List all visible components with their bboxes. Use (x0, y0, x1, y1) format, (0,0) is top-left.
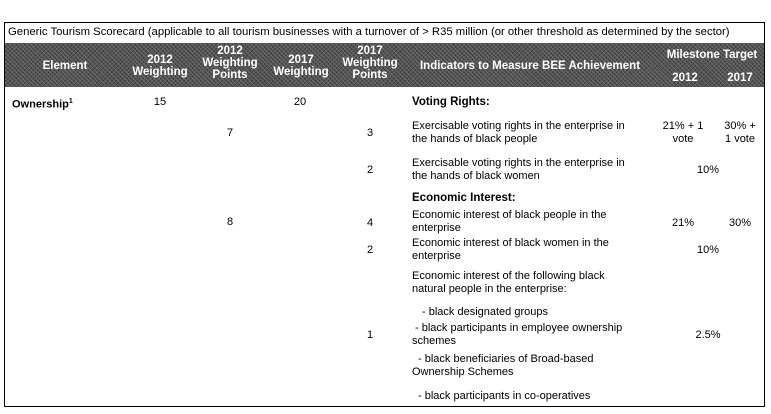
voting-row2-target: 10% (696, 164, 720, 176)
element-ownership: Ownership$^1$ (12, 98, 73, 111)
economic-row1-points: 4 (366, 217, 374, 229)
economic-row1-target-2017: 30% (728, 217, 752, 229)
sub-item-employee-ownership-cont: schemes (412, 335, 457, 347)
voting-rights-title: Voting Rights: (412, 96, 490, 108)
sub-item-designated-groups: - black designated groups (422, 306, 548, 318)
economic-row3-points: 1 (366, 329, 374, 341)
voting-row1-points: 3 (366, 127, 374, 139)
table-caption: Generic Tourism Scorecard (applicable to all tourism businesses with a turnover of > R35 million (or other threshold as determined by the sector) (8, 26, 730, 38)
economic-2012-points: 8 (226, 216, 234, 228)
sub-item-broad-based: - black beneficiaries of Broad-based (418, 353, 594, 365)
sub-item-employee-ownership: - black participants in employee ownership (415, 322, 623, 334)
sub-item-broad-based-cont: Ownership Schemes (412, 366, 514, 378)
economic-row2-target: 10% (696, 244, 720, 256)
header-element: Element (42, 60, 88, 72)
economic-row3-target: 2.5% (695, 329, 721, 341)
header-milestone-2012: 2012 (672, 72, 698, 84)
economic-row2-text: Economic interest of black women in the enterprise (412, 237, 609, 262)
footnote-marker: 1 (68, 98, 73, 105)
header-milestone-target: Milestone Target (666, 49, 758, 61)
voting-row2-points: 2 (366, 164, 374, 176)
header-milestone-2017: 2017 (727, 72, 753, 84)
economic-row2-points: 2 (366, 244, 374, 256)
economic-row3-text: Economic interest of the following black natural people in the enterprise: (412, 270, 605, 295)
economic-interest-title: Economic Interest: (412, 192, 516, 204)
voting-2012-points: 7 (226, 127, 234, 139)
ownership-2012-weighting: 15 (153, 96, 167, 108)
header-2012-weighting-points: 2012 Weighting Points (202, 45, 258, 81)
header-indicators: Indicators to Measure BEE Achievement (419, 60, 641, 72)
voting-row2-text: Exercisable voting rights in the enterprise in the hands of black women (412, 157, 625, 182)
voting-row1-target-2012: 21% + 1 vote (662, 120, 704, 145)
economic-row1-target-2012: 21% (671, 217, 695, 229)
economic-row1-text: Economic interest of black people in the enterprise (412, 209, 607, 234)
header-2017-weighting: 2017 Weighting (273, 54, 329, 78)
header-2012-weighting: 2012 Weighting (132, 54, 188, 78)
ownership-2017-weighting: 20 (293, 96, 307, 108)
sub-item-co-operatives: - black participants in co-operatives (418, 390, 591, 402)
voting-row1-text: Exercisable voting rights in the enterprise in the hands of black people (412, 120, 625, 145)
voting-row1-target-2017: 30% + 1 vote (724, 120, 756, 145)
header-2017-weighting-points: 2017 Weighting Points (342, 45, 398, 81)
